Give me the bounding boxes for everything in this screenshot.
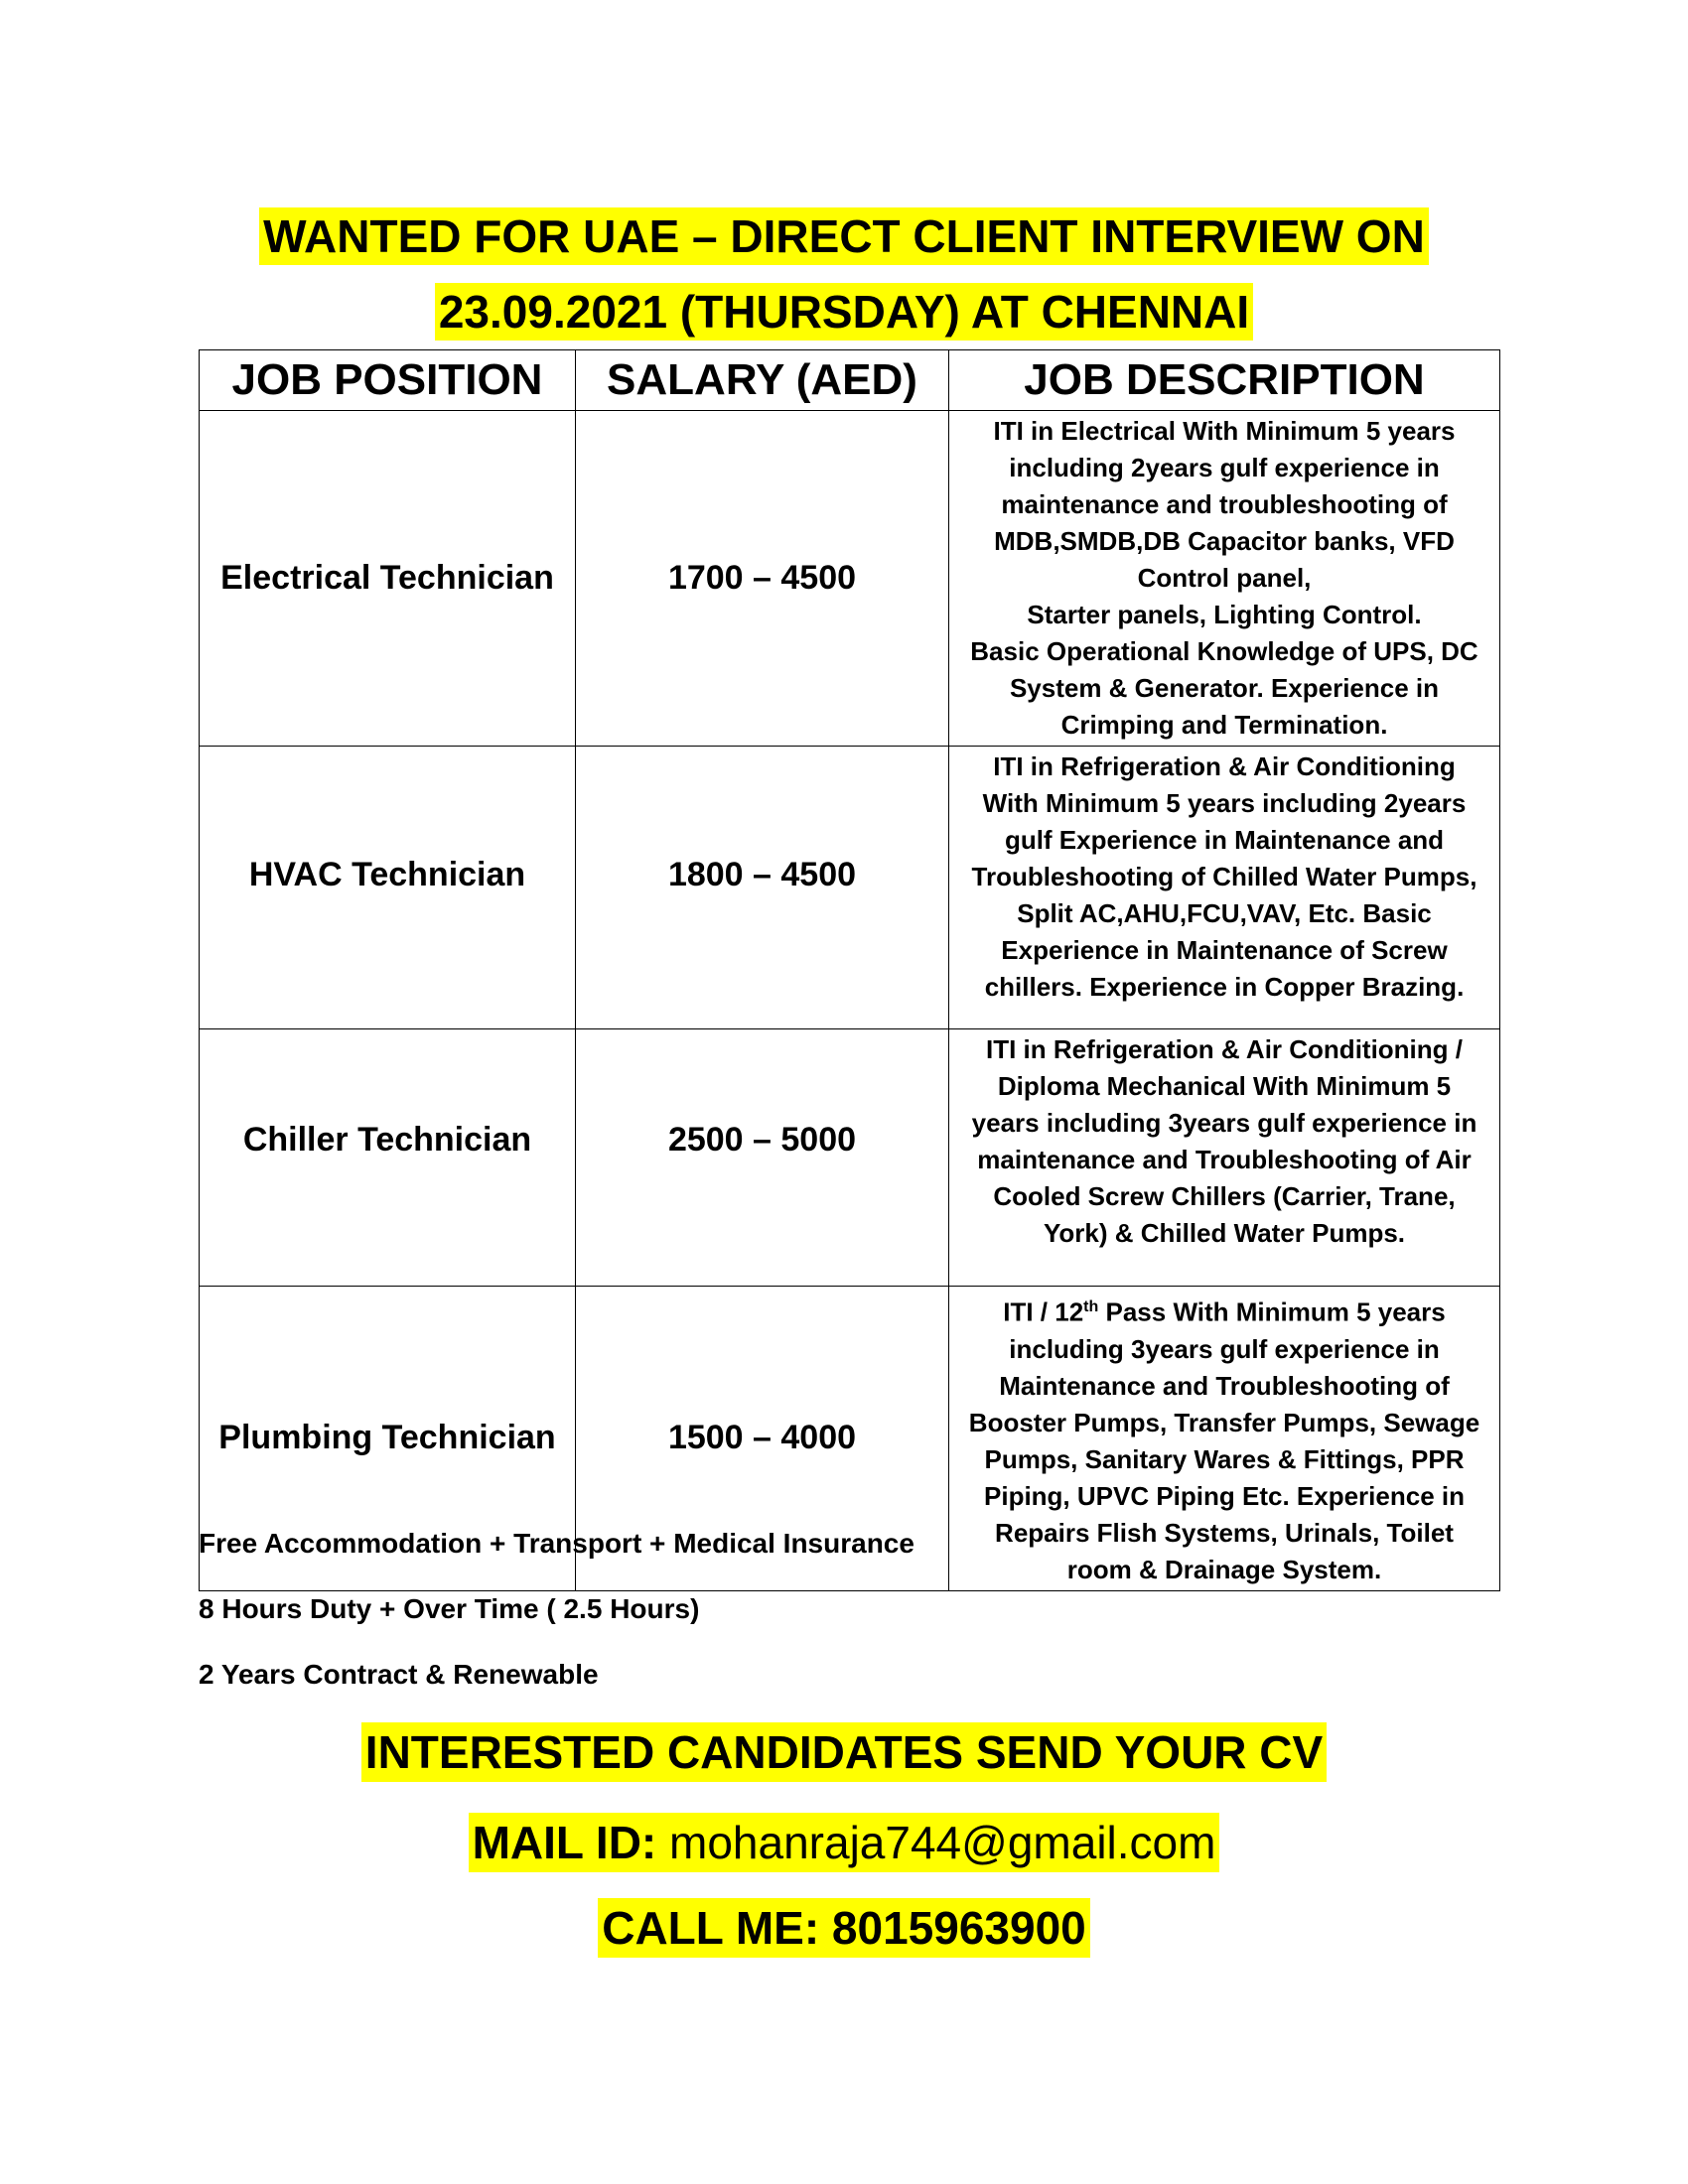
header-job-description: JOB DESCRIPTION [949, 350, 1500, 411]
cta-headline-text: INTERESTED CANDIDATES SEND YOUR CV [361, 1722, 1327, 1782]
benefits-list [199, 1524, 914, 1720]
mail-highlight [469, 1813, 1220, 1872]
title-line-1: WANTED FOR UAE – DIRECT CLIENT INTERVIEW ON [259, 207, 1429, 265]
benefit-item: Free Accommodation + Transport + Medical Insurance [199, 1528, 914, 1559]
salary-cell: 1500 – 4000 [576, 1287, 949, 1591]
job-description-superscript: th [1083, 1298, 1099, 1315]
job-position-cell: Plumbing Technician [200, 1287, 576, 1591]
salary-cell: 1800 – 4500 [576, 747, 949, 1029]
job-position-cell: Electrical Technician [200, 411, 576, 747]
job-description-rest: Pass With Minimum 5 years including 3years gulf experience in Maintenance and Troubleshooting of Booster Pumps, Transfer Pumps, Sewage Pumps, Sanitary Wares & Fittings, PPR Piping, UPVC Piping Etc. Experience in Repairs Flish Systems, Urinals, Toilet room & Drainage System. [968, 1297, 1480, 1584]
job-description-text: ITI in Refrigeration & Air Conditioning With Minimum 5 years including 2years gulf Experience in Maintenance and Troubleshooting of Chilled Water Pumps, Split AC,AHU,FCU,VAV, Etc. Basic Experience in Maintenance of Screw chillers. Experience in Copper Brazing. [971, 751, 1477, 1002]
benefit-item: 2 Years Contract & Renewable [199, 1659, 599, 1690]
mail-label: MAIL ID: [472, 1817, 657, 1868]
job-description-cell [949, 1029, 1500, 1287]
table-row [200, 1029, 1500, 1287]
call-text[interactable]: CALL ME: 8015963900 [598, 1898, 1090, 1958]
header-salary: SALARY (AED) [576, 350, 949, 411]
job-description-cell [949, 1287, 1500, 1591]
jobs-table [199, 349, 1500, 1591]
job-position-cell: HVAC Technician [200, 747, 576, 1029]
job-description-cell [949, 411, 1500, 747]
table-header-row [200, 350, 1500, 411]
header-job-position: JOB POSITION [200, 350, 576, 411]
job-description-text: ITI in Refrigeration & Air Conditioning / Diploma Mechanical With Minimum 5 years including 3years gulf experience in maintenance and Troubleshooting of Air Cooled Screw Chillers (Carrier, Trane, York) & Chilled Water Pumps. [971, 1034, 1477, 1248]
table-row [200, 411, 1500, 747]
salary-cell: 1700 – 4500 [576, 411, 949, 747]
mail-line [0, 1813, 1688, 1872]
cta-headline [0, 1722, 1688, 1782]
mail-address[interactable]: mohanraja744@gmail.com [656, 1817, 1216, 1868]
job-position-cell: Chiller Technician [200, 1029, 576, 1287]
job-description-text [959, 1289, 1489, 1588]
salary-cell: 2500 – 5000 [576, 1029, 949, 1287]
page-title [0, 199, 1688, 349]
benefit-item: 8 Hours Duty + Over Time ( 2.5 Hours) [199, 1593, 700, 1624]
job-description-text: ITI in Electrical With Minimum 5 years including 2years gulf experience in maintenance and troubleshooting of MDB,SMDB,DB Capacitor banks, VFD Control panel, Starter panels, Lighting Control. Basic Operational Knowledge of UPS, DC System & Generator. Experience in Crimping and Termination. [970, 416, 1478, 740]
call-line [0, 1898, 1688, 1958]
job-description-lead: ITI / 12 [1003, 1297, 1084, 1327]
title-line-2: 23.09.2021 (THURSDAY) AT CHENNAI [435, 283, 1253, 341]
table-row [200, 747, 1500, 1029]
job-description-cell [949, 747, 1500, 1029]
